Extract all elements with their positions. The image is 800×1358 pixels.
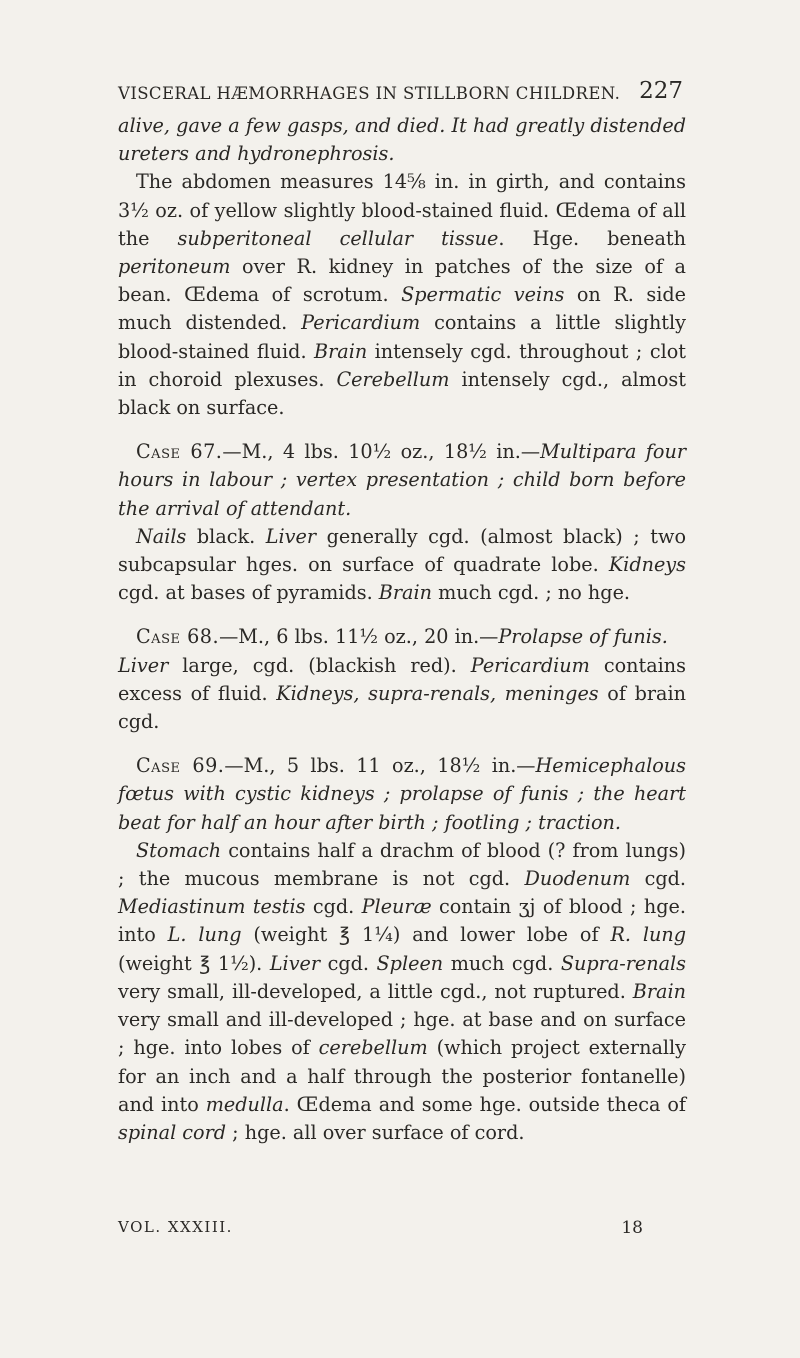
- case-meta: —M., 6 lbs. 11½ oz., 20 in.—: [219, 625, 499, 649]
- case-label: Case 68.: [136, 625, 220, 649]
- case-69-heading: [118, 752, 686, 837]
- case-label: Case 69.: [136, 754, 225, 778]
- case-68: [118, 623, 686, 736]
- case-meta: —M., 5 lbs. 11 oz., 18½ in.—: [224, 754, 536, 778]
- case-69: [118, 752, 686, 1147]
- case-68-heading: [118, 623, 686, 651]
- case-label: Case 67.: [136, 440, 223, 464]
- signature-mark: 18: [621, 1218, 643, 1238]
- case-title: Prolapse of funis.: [498, 625, 668, 649]
- case-67-heading: [118, 438, 686, 523]
- case-meta: —M., 4 lbs. 10½ oz., 18½ in.—: [222, 440, 541, 464]
- running-header: [118, 74, 683, 110]
- case-68-findings: Liver large, cgd. (blackish red). Pericardium contains excess of fluid. Kidneys, supra-renals, meninges of brain cgd.: [118, 653, 686, 734]
- autopsy-findings-paragraph: The abdomen measures 14⅝ in. in girth, and contains 3½ oz. of yellow slightly blood-stained fluid. Œdema of all the subperitoneal cellular tissue. Hge. beneath peritoneum over R. kidney in patches of the size of a bean. Œdema of scrotum. Spermatic veins on R. side much distended. Pericardium contains a little slightly blood-stained fluid. Brain intensely cgd. throughout ; clot in choroid plexuses. Cerebellum intensely cgd., almost black on surface.: [118, 170, 686, 420]
- running-title: VISCERAL HÆMORRHAGES IN STILLBORN CHILDREN.: [118, 84, 621, 103]
- case-67-findings: Nails black. Liver generally cgd. (almost black) ; two subcapsular hges. on surface of quadrate lobe. Kidneys cgd. at bases of pyramids. Brain much cgd. ; no hge.: [118, 524, 686, 605]
- page-number: 227: [639, 78, 683, 104]
- page-footer: [118, 1218, 643, 1244]
- body-text: [118, 112, 686, 1147]
- case-title: Hemicephalous fœtus with cystic kidneys ; prolapse of funis ; the heart beat for half an hour after birth ; footling ; traction.: [118, 754, 686, 834]
- case-67: [118, 438, 686, 607]
- case-continuation-title: alive, gave a few gasps, and died. It had greatly distended ureters and hydronephrosis.: [118, 114, 686, 166]
- continued-paragraph: [118, 112, 686, 168]
- case-title: Multipara four hours in labour ; vertex presentation ; child born before the arrival of attendant.: [118, 440, 686, 520]
- volume-label: VOL. XXXIII.: [118, 1218, 233, 1236]
- case-69-findings: Stomach contains half a drachm of blood (? from lungs) ; the mucous membrane is not cgd. Duodenum cgd. Mediastinum testis cgd. Pleuræ contain ʒj of blood ; hge. into L. lung (weight ℥ 1¼) and lower lobe of R. lung (weight ℥ 1½). Liver cgd. Spleen much cgd. Supra-renals very small, ill-developed, a little cgd., not ruptured. Brain very small and ill-developed ; hge. at base and on surface ; hge. into lobes of cerebellum (which project externally for an inch and a half through the posterior fontanelle) and into medulla. Œdema and some hge. outside theca of spinal cord ; hge. all over surface of cord.: [118, 838, 687, 1144]
